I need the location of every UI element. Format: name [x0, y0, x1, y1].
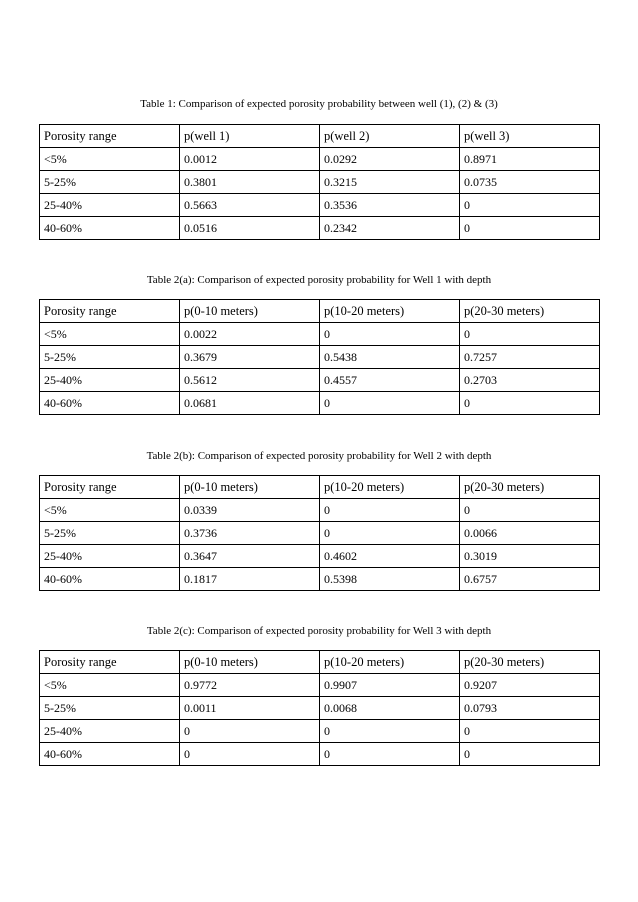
- table-row: [40, 346, 600, 369]
- table-cell: 40-60%: [40, 743, 180, 766]
- table-2c-caption: Table 2(c): Comparison of expected porosity probability for Well 3 with depth: [146, 625, 492, 637]
- table-row: [40, 568, 600, 591]
- header-cell: p(10-20 meters): [320, 651, 460, 674]
- table-row: [40, 743, 600, 766]
- header-cell: p(0-10 meters): [180, 476, 320, 499]
- header-cell: p(well 2): [320, 125, 460, 148]
- table-row: [40, 697, 600, 720]
- table-cell: 0: [460, 194, 600, 217]
- table-2a-caption: Table 2(a): Comparison of expected porosity probability for Well 1 with depth: [146, 274, 492, 286]
- table-row: [40, 323, 600, 346]
- table-cell: 0.5398: [320, 568, 460, 591]
- table-cell: 0: [180, 743, 320, 766]
- table-cell: 0.3679: [180, 346, 320, 369]
- table-cell: 0: [460, 323, 600, 346]
- table-cell: <5%: [40, 674, 180, 697]
- table-cell: 0.3536: [320, 194, 460, 217]
- table-cell: 0: [320, 499, 460, 522]
- table-2b: [39, 475, 600, 591]
- table-cell: 0.0735: [460, 171, 600, 194]
- table-cell: 0: [320, 743, 460, 766]
- table-row: [40, 674, 600, 697]
- header-cell: Porosity range: [40, 651, 180, 674]
- table-cell: 0: [320, 522, 460, 545]
- header-cell: p(10-20 meters): [320, 300, 460, 323]
- table-row: [40, 522, 600, 545]
- table-cell: 0.5663: [180, 194, 320, 217]
- table-header-row: [40, 125, 600, 148]
- table-2b-caption: Table 2(b): Comparison of expected porosity probability for Well 2 with depth: [146, 450, 492, 462]
- table-cell: 0.0068: [320, 697, 460, 720]
- table-cell: 0.0681: [180, 392, 320, 415]
- table-cell: 0: [460, 499, 600, 522]
- table-cell: 40-60%: [40, 568, 180, 591]
- table-cell: 0.9207: [460, 674, 600, 697]
- table-cell: 0.3736: [180, 522, 320, 545]
- table-cell: 0.0066: [460, 522, 600, 545]
- table-cell: 0: [320, 392, 460, 415]
- table-row: [40, 720, 600, 743]
- table-cell: 0.0516: [180, 217, 320, 240]
- table-cell: 0.9907: [320, 674, 460, 697]
- header-cell: Porosity range: [40, 125, 180, 148]
- table-1-caption: Table 1: Comparison of expected porosity probability between well (1), (2) & (3): [140, 98, 498, 110]
- header-cell: p(well 1): [180, 125, 320, 148]
- table-row: [40, 392, 600, 415]
- table-cell: <5%: [40, 323, 180, 346]
- table-header-row: [40, 300, 600, 323]
- table-row: [40, 545, 600, 568]
- table-cell: 0.0011: [180, 697, 320, 720]
- table-cell: <5%: [40, 499, 180, 522]
- table-cell: 0.0339: [180, 499, 320, 522]
- table-cell: 0.8971: [460, 148, 600, 171]
- header-cell: p(20-30 meters): [460, 651, 600, 674]
- table-cell: 0.0012: [180, 148, 320, 171]
- table-cell: 0.4602: [320, 545, 460, 568]
- table-cell: 0.4557: [320, 369, 460, 392]
- table-cell: 25-40%: [40, 545, 180, 568]
- table-cell: 0.3801: [180, 171, 320, 194]
- table-cell: 0.3215: [320, 171, 460, 194]
- table-cell: 0: [180, 720, 320, 743]
- table-cell: 5-25%: [40, 697, 180, 720]
- table-header-row: [40, 476, 600, 499]
- table-cell: <5%: [40, 148, 180, 171]
- table-cell: 0.2703: [460, 369, 600, 392]
- header-cell: p(well 3): [460, 125, 600, 148]
- table-row: [40, 171, 600, 194]
- table-cell: 5-25%: [40, 522, 180, 545]
- header-cell: Porosity range: [40, 300, 180, 323]
- header-cell: p(0-10 meters): [180, 300, 320, 323]
- table-cell: 0.2342: [320, 217, 460, 240]
- table-cell: 0.1817: [180, 568, 320, 591]
- table-cell: 5-25%: [40, 346, 180, 369]
- table-cell: 0.0793: [460, 697, 600, 720]
- table-2c: [39, 650, 600, 766]
- table-cell: 0: [460, 720, 600, 743]
- table-cell: 0.5612: [180, 369, 320, 392]
- table-row: [40, 499, 600, 522]
- table-cell: 0: [320, 323, 460, 346]
- table-cell: 0.0022: [180, 323, 320, 346]
- table-1: [39, 124, 600, 240]
- table-cell: 40-60%: [40, 392, 180, 415]
- table-cell: 25-40%: [40, 720, 180, 743]
- header-cell: p(10-20 meters): [320, 476, 460, 499]
- table-cell: 40-60%: [40, 217, 180, 240]
- header-cell: Porosity range: [40, 476, 180, 499]
- table-cell: 25-40%: [40, 369, 180, 392]
- table-row: [40, 194, 600, 217]
- table-cell: 0: [460, 217, 600, 240]
- table-header-row: [40, 651, 600, 674]
- table-2a: [39, 299, 600, 415]
- table-cell: 0.5438: [320, 346, 460, 369]
- table-row: [40, 148, 600, 171]
- table-row: [40, 369, 600, 392]
- table-cell: 0: [460, 392, 600, 415]
- table-cell: 0.3647: [180, 545, 320, 568]
- table-cell: 0: [460, 743, 600, 766]
- table-cell: 5-25%: [40, 171, 180, 194]
- table-cell: 25-40%: [40, 194, 180, 217]
- header-cell: p(0-10 meters): [180, 651, 320, 674]
- table-cell: 0.0292: [320, 148, 460, 171]
- table-cell: 0.9772: [180, 674, 320, 697]
- table-cell: 0.3019: [460, 545, 600, 568]
- table-cell: 0: [320, 720, 460, 743]
- table-cell: 0.6757: [460, 568, 600, 591]
- header-cell: p(20-30 meters): [460, 476, 600, 499]
- header-cell: p(20-30 meters): [460, 300, 600, 323]
- table-cell: 0.7257: [460, 346, 600, 369]
- table-row: [40, 217, 600, 240]
